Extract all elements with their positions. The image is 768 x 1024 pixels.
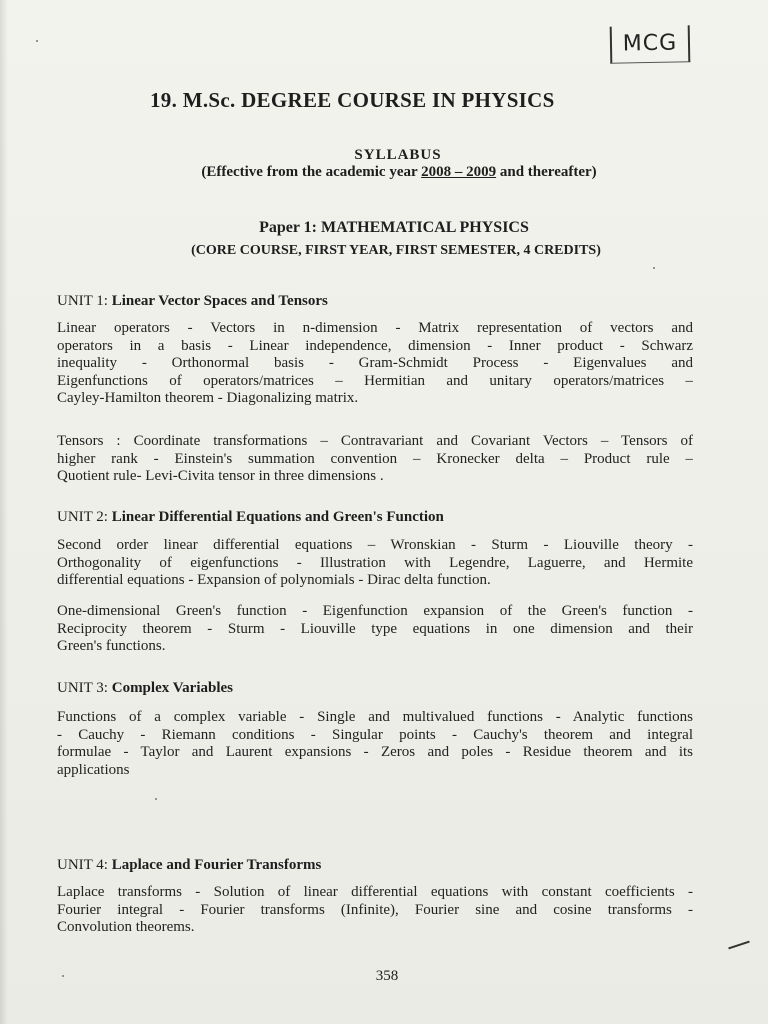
paragraph-line: differential equations - Expansion of polynomials - Dirac delta function. bbox=[57, 572, 491, 588]
paragraph-line: formulae - Taylor and Laurent expansions - Zeros and poles - Residue theorem and its bbox=[57, 744, 693, 760]
paragraph-line: Functions of a complex variable - Single and multivalued functions - Analytic functions bbox=[57, 709, 693, 725]
unit-1-heading bbox=[57, 293, 328, 310]
paragraph-line: Convolution theorems. bbox=[57, 919, 195, 935]
paragraph-line: Quotient rule- Levi-Civita tensor in three dimensions . bbox=[57, 468, 384, 484]
scan-speck bbox=[62, 975, 64, 977]
mcg-stamp: MCG bbox=[610, 25, 691, 63]
paragraph-line: Laplace transforms - Solution of linear differential equations with constant coefficients - bbox=[57, 884, 693, 900]
pen-mark bbox=[728, 941, 750, 950]
unit-2-paragraph-1 bbox=[57, 537, 693, 590]
unit-1-paragraph-2 bbox=[57, 433, 693, 486]
course-info: (CORE COURSE, FIRST YEAR, FIRST SEMESTER, 4 CREDITS) bbox=[191, 243, 601, 258]
paragraph-line: Cayley-Hamilton theorem - Diagonalizing matrix. bbox=[57, 390, 359, 406]
unit-3-paragraph-1 bbox=[57, 709, 693, 779]
paragraph-line: - Cauchy - Riemann conditions - Singular points - Cauchy's theorem and integral bbox=[57, 726, 693, 743]
paragraph-line: Eigenfunctions of operators/matrices – Hermitian and unitary operators/matrices – bbox=[57, 372, 693, 389]
paragraph-line: higher rank - Einstein's summation convention – Kronecker delta – Product rule – bbox=[57, 450, 693, 467]
unit-4-title: Laplace and Fourier Transforms bbox=[111, 857, 322, 873]
effective-line bbox=[0, 164, 768, 181]
paragraph-line: Tensors : Coordinate transformations – Contravariant and Covariant Vectors – Tensors of bbox=[57, 433, 693, 449]
paragraph-line: Linear operators - Vectors in n-dimension - Matrix representation of vectors and bbox=[57, 320, 693, 336]
page-title: 19. M.Sc. DEGREE COURSE IN PHYSICS bbox=[150, 88, 555, 112]
paragraph-line: Orthogonality of eigenfunctions - Illustration with Legendre, Laguerre, and Hermite bbox=[57, 554, 693, 571]
paragraph-line: inequality - Orthonormal basis - Gram-Schmidt Process - Eigenvalues and bbox=[57, 355, 693, 371]
unit-2-paragraph-2 bbox=[57, 603, 693, 656]
unit-4-paragraph-1 bbox=[57, 884, 693, 937]
paragraph-line: Fourier integral - Fourier transforms (Infinite), Fourier sine and cosine transforms - bbox=[57, 901, 693, 918]
paragraph-line: Second order linear differential equations – Wronskian - Sturm - Liouville theory - bbox=[57, 537, 693, 553]
unit-3-number: UNIT 3: bbox=[57, 680, 112, 696]
page-number: 358 bbox=[375, 968, 399, 984]
unit-1-paragraph-1 bbox=[57, 320, 693, 408]
paragraph-line: Green's functions. bbox=[57, 638, 166, 654]
paragraph-line: Reciprocity theorem - Sturm - Liouville type equations in one dimension and their bbox=[57, 620, 693, 637]
effective-prefix: (Effective from the academic year bbox=[201, 164, 422, 180]
syllabus-label: SYLLABUS bbox=[354, 147, 442, 163]
unit-2-number: UNIT 2: bbox=[57, 509, 112, 525]
effective-years: 2008 – 2009 bbox=[421, 164, 497, 180]
unit-3-title: Complex Variables bbox=[111, 680, 233, 696]
unit-1-title: Linear Vector Spaces and Tensors bbox=[111, 293, 328, 309]
paragraph-line: One-dimensional Green's function - Eigenfunction expansion of the Green's function - bbox=[57, 603, 693, 619]
paragraph-line: applications bbox=[57, 761, 130, 778]
effective-suffix: and thereafter) bbox=[496, 164, 597, 180]
scan-speck bbox=[36, 40, 38, 42]
paragraph-line: operators in a basis - Linear independence, dimension - Inner product - Schwarz bbox=[57, 337, 693, 354]
unit-4-heading bbox=[57, 857, 321, 874]
unit-4-number: UNIT 4: bbox=[57, 857, 112, 873]
unit-2-heading bbox=[57, 509, 444, 526]
paper-title: Paper 1: MATHEMATICAL PHYSICS bbox=[259, 219, 529, 236]
scan-speck bbox=[155, 798, 157, 800]
unit-3-heading bbox=[57, 680, 233, 697]
unit-1-number: UNIT 1: bbox=[57, 293, 112, 309]
unit-2-title: Linear Differential Equations and Green's Function bbox=[111, 509, 444, 525]
scan-speck bbox=[653, 267, 655, 269]
